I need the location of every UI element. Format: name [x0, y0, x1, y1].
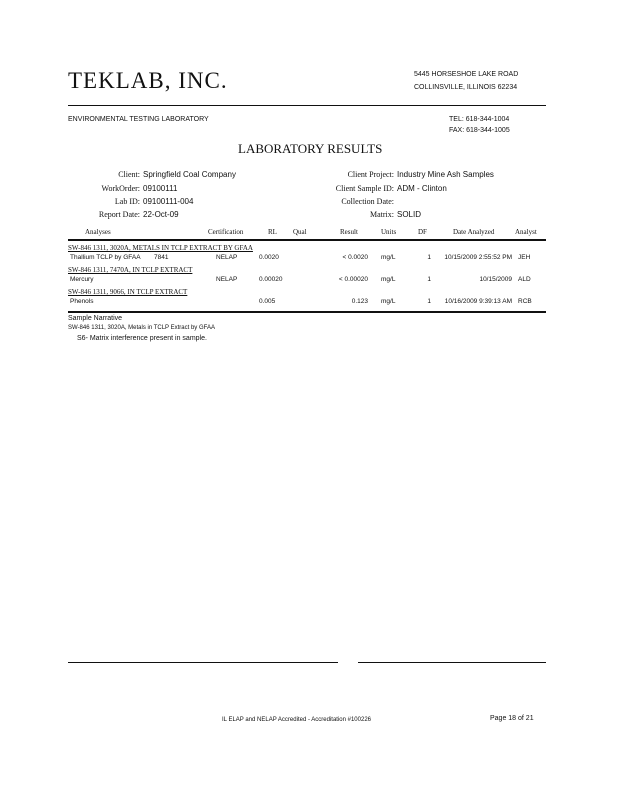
header-certification: Certification [208, 228, 244, 236]
footer-line-left [68, 662, 338, 663]
cell-certification: NELAP [216, 254, 238, 261]
cell-result: < 0.0020 [342, 254, 368, 261]
address-line-2: COLLINSVILLE, ILLINOIS 62234 [414, 84, 518, 91]
cell-date-analyzed: 10/16/2009 9:39:13 AM [444, 298, 512, 305]
cell-analyst: JEH [518, 254, 531, 261]
client-label: Client: [118, 170, 140, 179]
header-divider [68, 105, 546, 106]
client-value: Springfield Coal Company [143, 170, 236, 179]
cell-analyst: RCB [518, 298, 532, 305]
header-units: Units [381, 228, 397, 236]
cell-date-analyzed: 10/15/2009 [479, 276, 512, 283]
cell-rl: 0.00020 [259, 276, 283, 283]
method-section-title: SW-846 1311, 9066, IN TCLP EXTRACT [68, 288, 188, 296]
cell-analyte: Thallium TCLP by GFAA [70, 254, 141, 261]
labid-value: 09100111-004 [143, 197, 194, 206]
header-analyses: Analyses [85, 228, 111, 236]
matrix-label: Matrix: [370, 210, 394, 219]
workorder-value: 09100111 [143, 184, 178, 193]
cell-analyst: ALD [518, 276, 531, 283]
header-analyst: Analyst [515, 228, 537, 236]
project-label: Client Project: [347, 170, 394, 179]
cell-date-analyzed: 10/15/2009 2:55:52 PM [444, 254, 512, 261]
narrative-title: Sample Narrative [68, 315, 123, 322]
telephone: TEL: 618-344-1004 [449, 116, 510, 123]
header-df: DF [418, 228, 427, 236]
cell-result: < 0.00020 [338, 276, 368, 283]
address-line-1: 5445 HORSESHOE LAKE ROAD [414, 71, 519, 78]
company-logo: TEKLAB, INC. [68, 68, 228, 93]
cell-rl: 0.0020 [259, 254, 279, 261]
cell-analyte: Mercury [70, 276, 94, 283]
fax: FAX: 618-344-1005 [449, 127, 510, 134]
accreditation: IL ELAP and NELAP Accredited - Accreditation #100226 [222, 717, 371, 723]
cell-df: 1 [427, 276, 431, 283]
page-number: Page 18 of 21 [490, 715, 534, 722]
header-result: Result [340, 228, 358, 236]
cell-units: mg/L [381, 298, 396, 305]
labid-label: Lab ID: [114, 197, 140, 206]
project-value: Industry Mine Ash Samples [397, 170, 494, 179]
cell-df: 1 [427, 298, 431, 305]
table-bottom-divider [68, 311, 546, 313]
header-rl: RL [268, 228, 277, 236]
workorder-label: WorkOrder: [101, 184, 140, 193]
header-date-analyzed: Date Analyzed [453, 228, 495, 236]
reportdate-value: 22-Oct-09 [143, 210, 179, 219]
cell-df: 1 [427, 254, 431, 261]
cell-code: 7841 [154, 254, 169, 261]
method-section-title: SW-846 1311, 7470A, IN TCLP EXTRACT [68, 266, 193, 274]
cell-units: mg/L [381, 276, 396, 283]
cell-rl: 0.005 [259, 298, 276, 305]
reportdate-label: Report Date: [98, 210, 140, 219]
cell-units: mg/L [381, 254, 396, 261]
method-section-title: SW-846 1311, 3020A, METALS IN TCLP EXTRACT BY GFAA [68, 244, 253, 252]
sampleid-label: Client Sample ID: [335, 184, 394, 193]
footer-line-right [358, 662, 546, 663]
cell-analyte: Phenols [70, 298, 94, 305]
sampleid-value: ADM - Clinton [397, 184, 447, 193]
report-title: LABORATORY RESULTS [238, 141, 383, 156]
cell-result: 0.123 [351, 298, 368, 305]
narrative-line-2: S6- Matrix interference present in sample. [77, 335, 207, 342]
table-header-divider [68, 239, 546, 241]
header-qual: Qual [293, 228, 307, 236]
collection-label: Collection Date: [341, 197, 394, 206]
matrix-value: SOLID [397, 210, 422, 219]
narrative-line-1: SW-846 1311, 3020A, Metals in TCLP Extract by GFAA [68, 325, 215, 331]
company-tagline: ENVIRONMENTAL TESTING LABORATORY [68, 116, 209, 123]
cell-certification: NELAP [216, 276, 238, 283]
